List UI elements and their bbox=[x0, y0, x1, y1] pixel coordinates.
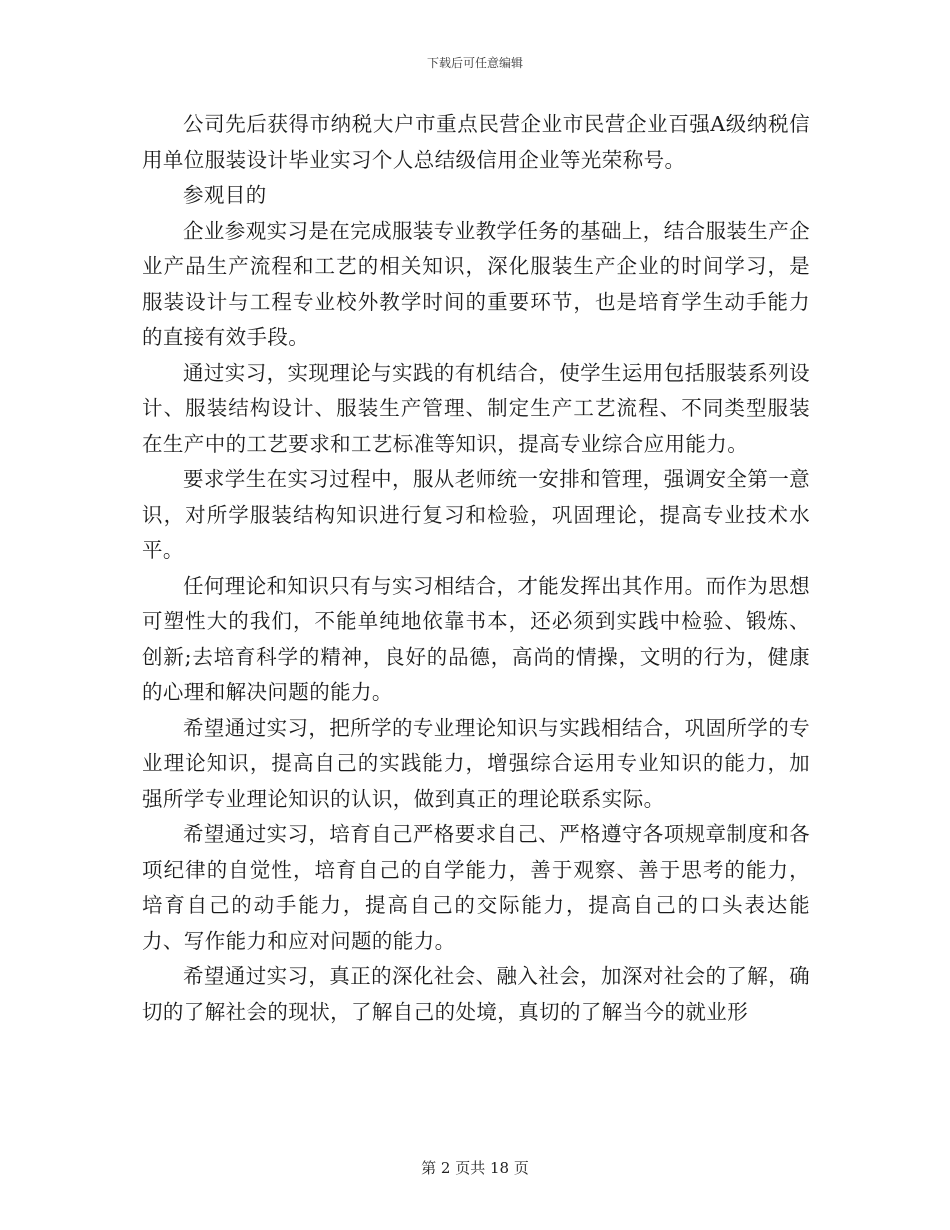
paragraph-7: 希望通过实习，把所学的专业理论知识与实践相结合，巩固所学的专业理论知识，提高自己的实践能力，增强综合运用专业知识的能力，加强所学专业理论知识的认识，做到真正的理论联系实际。 bbox=[142, 715, 810, 811]
paragraph-8: 希望通过实习，培育自己严格要求自己、严格遵守各项规章制度和各项纪律的自觉性，培育自己的自学能力，善于观察、善于思考的能力，培育自己的动手能力，提高自己的交际能力，提高自己的口头表达能力、写作能力和应对问题的能力。 bbox=[142, 822, 810, 953]
paragraph-4: 通过实习，实现理论与实践的有机结合，使学生运用包括服装系列设计、服装结构设计、服装生产管理、制定生产工艺流程、不同类型服装在生产中的工艺要求和工艺标准等知识，提高专业综合应用能力。 bbox=[142, 360, 810, 456]
document-body bbox=[142, 107, 810, 1030]
paragraph-5: 要求学生在实习过程中，服从老师统一安排和管理，强调安全第一意识，对所学服装结构知识进行复习和检验，巩固理论，提高专业技术水平。 bbox=[142, 467, 810, 562]
page-number: 第 2 页共 18 页 bbox=[421, 1159, 529, 1177]
paragraph-1: 公司先后获得市纳税大户市重点民营企业市民营企业百强A级纳税信用单位服装设计毕业实习个人总结级信用企业等光荣称号。 bbox=[142, 112, 810, 172]
paragraph-9: 希望通过实习，真正的深化社会、融入社会，加深对社会的了解，确切的了解社会的现状，了解自己的处境，真切的了解当今的就业形 bbox=[142, 964, 810, 1024]
page-header-note: 下载后可任意编辑 bbox=[426, 56, 523, 70]
paragraph-3: 企业参观实习是在完成服装专业教学任务的基础上，结合服装生产企业产品生产流程和工艺的相关知识，深化服装生产企业的时间学习，是服装设计与工程专业校外教学时间的重要环节，也是培育学生动手能力的直接有效手段。 bbox=[142, 218, 810, 349]
paragraph-6: 任何理论和知识只有与实习相结合，才能发挥出其作用。而作为思想可塑性大的我们，不能单纯地依靠书本，还必须到实践中检验、锻炼、创新;去培育科学的精神，良好的品德，高尚的情操，文明的行为，健康的心理和解决问题的能力。 bbox=[142, 573, 810, 704]
section-heading: 参观目的 bbox=[183, 183, 267, 207]
